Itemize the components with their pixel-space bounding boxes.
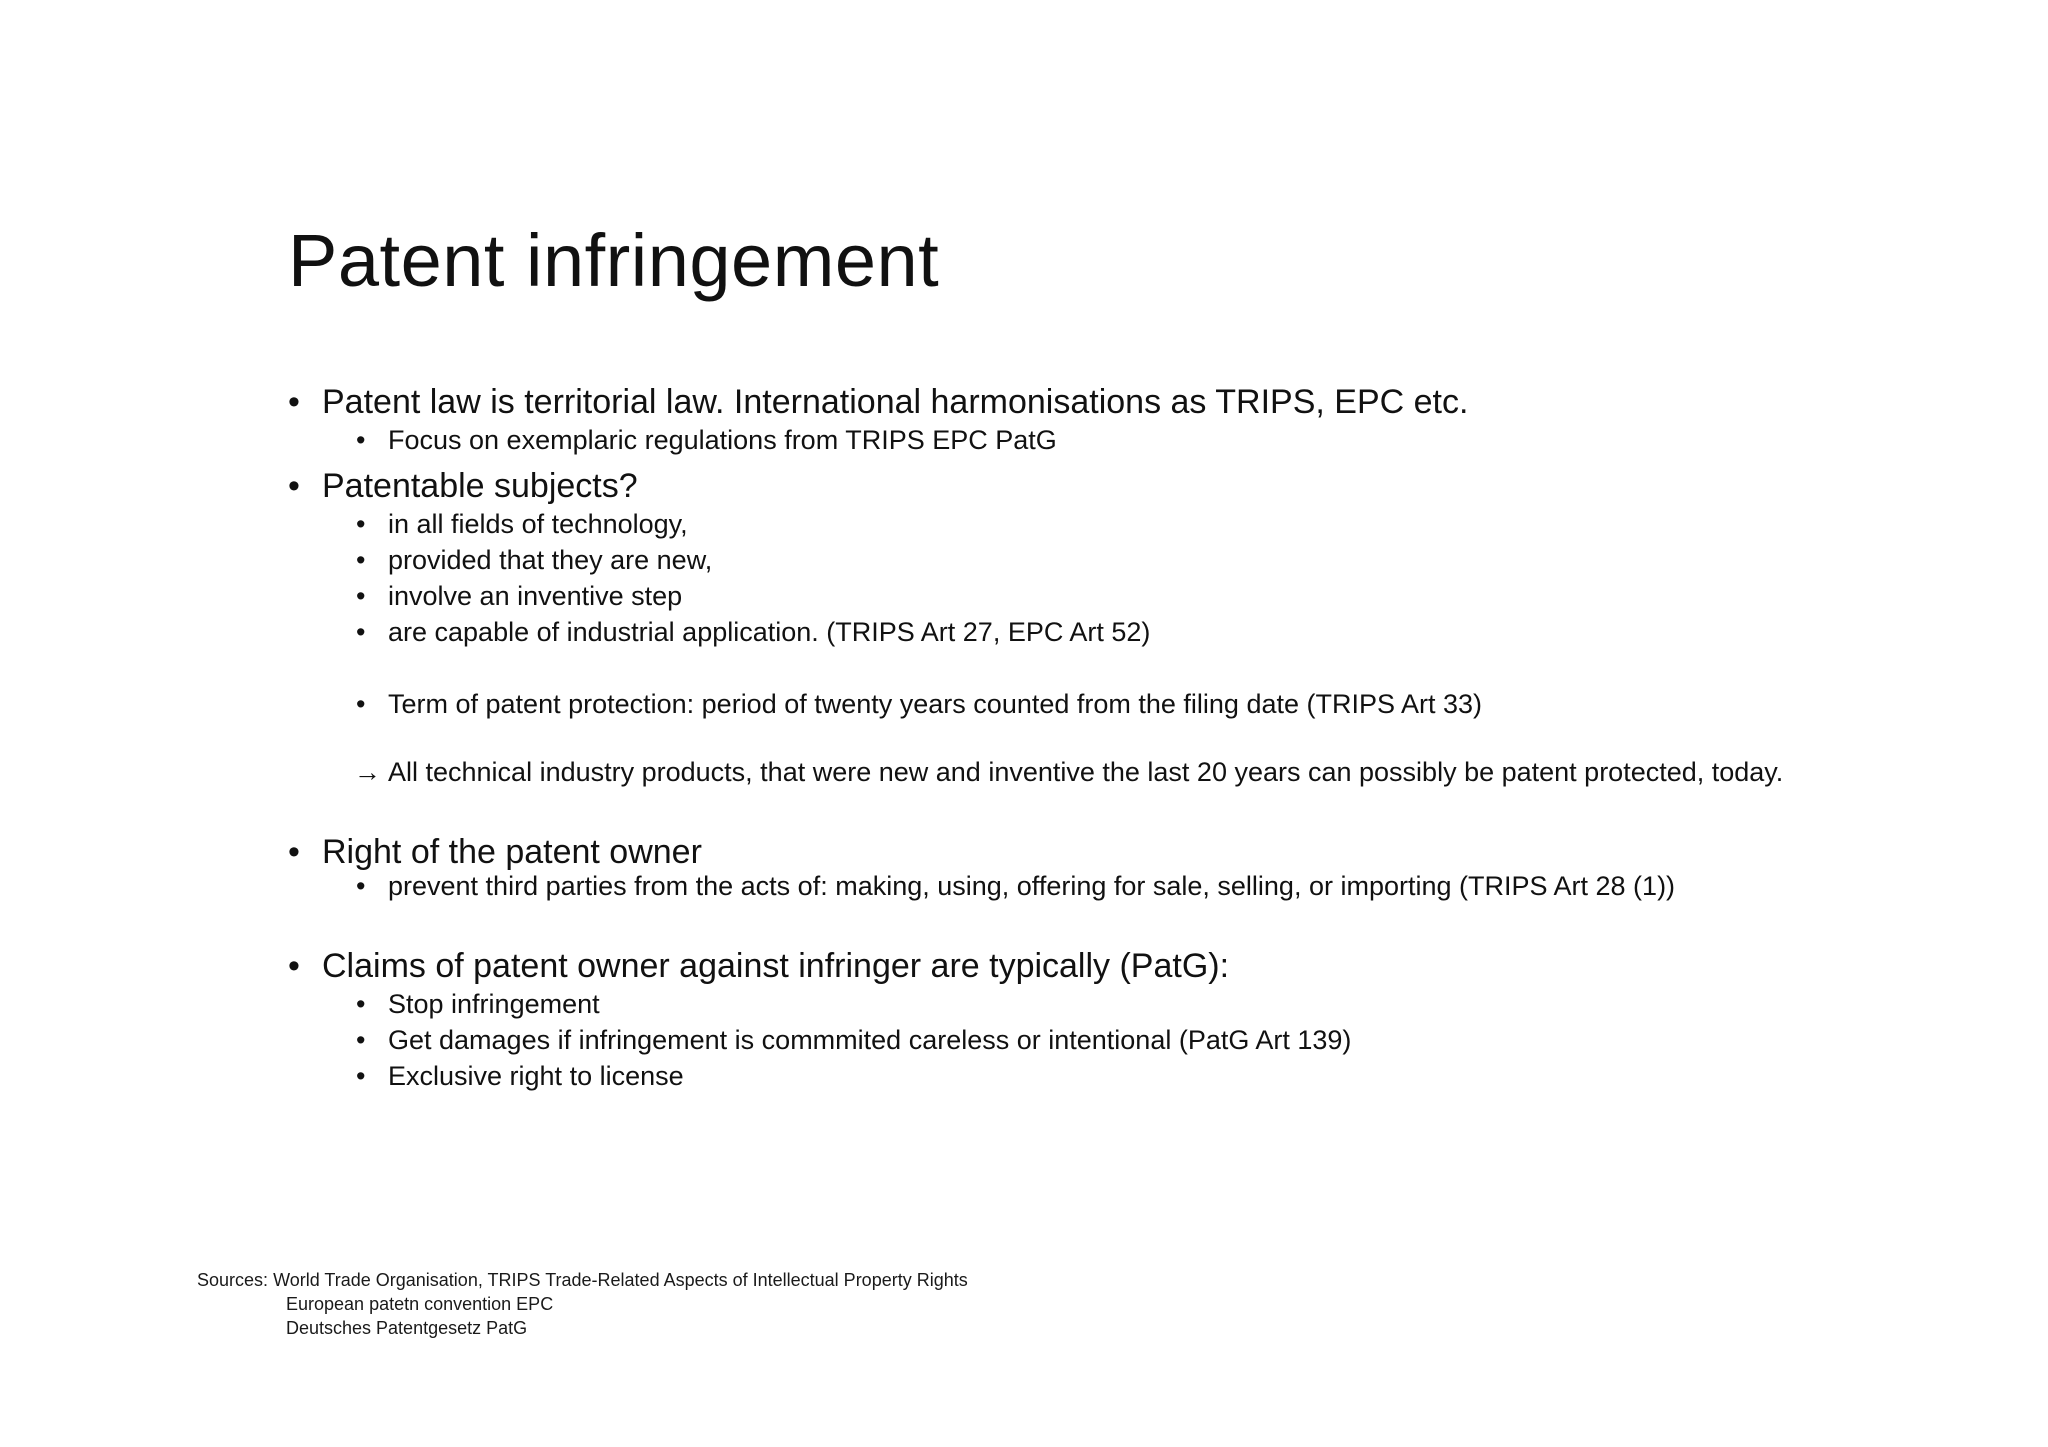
source-patg: Deutsches Patentgesetz PatG (286, 1318, 528, 1338)
bullet-text: Patentable subjects? (322, 467, 638, 505)
bullet-icon: • (356, 871, 366, 901)
sub-bullet-prevent (354, 872, 1788, 900)
bullet-icon: • (356, 1025, 366, 1055)
bullet-icon: • (356, 581, 366, 611)
sub-bullet-text: prevent third parties from the acts of: making, using, offering for sale, selling, or importing (TRIPS Art 28 (1)) (388, 871, 1676, 901)
bullet-icon: • (356, 1061, 366, 1091)
bullet-icon: • (288, 467, 300, 505)
conclusion-arrow-item (354, 758, 1788, 786)
bullet-territorial-law (288, 382, 1788, 422)
sources-label: Sources: (197, 1270, 269, 1290)
bullet-claims (288, 946, 1788, 986)
bullet-right-of-owner (288, 832, 1788, 872)
source-epc: European patetn convention EPC (286, 1294, 554, 1314)
sub-bullet-fields (354, 506, 1788, 542)
sub-bullet-inventive (354, 578, 1788, 614)
bullet-icon: • (356, 425, 366, 455)
sub-bullet-text: involve an inventive step (388, 581, 683, 611)
sub-bullet-stop (354, 986, 1788, 1022)
sources-footnote (197, 1268, 968, 1340)
bullet-text: Patent law is territorial law. International harmonisations as TRIPS, EPC etc. (322, 383, 1469, 421)
bullet-icon: • (288, 383, 300, 421)
sub-bullet-text: Get damages if infringement is commmited careless or intentional (PatG Art 139) (388, 1025, 1352, 1055)
sub-bullet-focus (354, 422, 1788, 458)
sub-bullet-text: Stop infringement (388, 989, 600, 1019)
sub-bullet-text: Focus on exemplaric regulations from TRIPS EPC PatG (388, 425, 1057, 455)
sub-bullet-new (354, 542, 1788, 578)
sub-bullet-text: provided that they are new, (388, 545, 713, 575)
bullet-icon: • (356, 989, 366, 1019)
sub-bullet-damages (354, 1022, 1788, 1058)
bullet-text: Claims of patent owner against infringer are typically (PatG): (322, 947, 1230, 985)
bullet-icon: • (356, 509, 366, 539)
sub-bullet-text: are capable of industrial application. (TRIPS Art 27, EPC Art 52) (388, 617, 1151, 647)
sources-line-1 (197, 1268, 968, 1292)
slide-title: Patent infringement (288, 219, 940, 302)
bullet-patentable-subjects (288, 466, 1788, 506)
sub-bullet-industrial (354, 614, 1788, 650)
bullet-icon: • (356, 617, 366, 647)
arrow-right-icon: → (354, 757, 381, 787)
bullet-icon: • (288, 833, 300, 871)
bullet-icon: • (288, 947, 300, 985)
bullet-icon: • (356, 545, 366, 575)
sub-bullet-term (354, 686, 1788, 722)
source-trips: World Trade Organisation, TRIPS Trade-Related Aspects of Intellectual Property Rights (273, 1270, 968, 1290)
bullet-icon: • (356, 689, 366, 719)
bullet-text: Right of the patent owner (322, 833, 702, 871)
sub-bullet-text: Exclusive right to license (388, 1061, 684, 1091)
conclusion-text: All technical industry products, that were new and inventive the last 20 years can possibly be patent protected, today. (388, 757, 1784, 787)
sub-bullet-text: Term of patent protection: period of twenty years counted from the filing date (TRIPS Art 33) (388, 689, 1483, 719)
sub-bullet-license (354, 1058, 1788, 1094)
slide-body (288, 382, 1788, 1094)
sub-bullet-text: in all fields of technology, (388, 509, 688, 539)
